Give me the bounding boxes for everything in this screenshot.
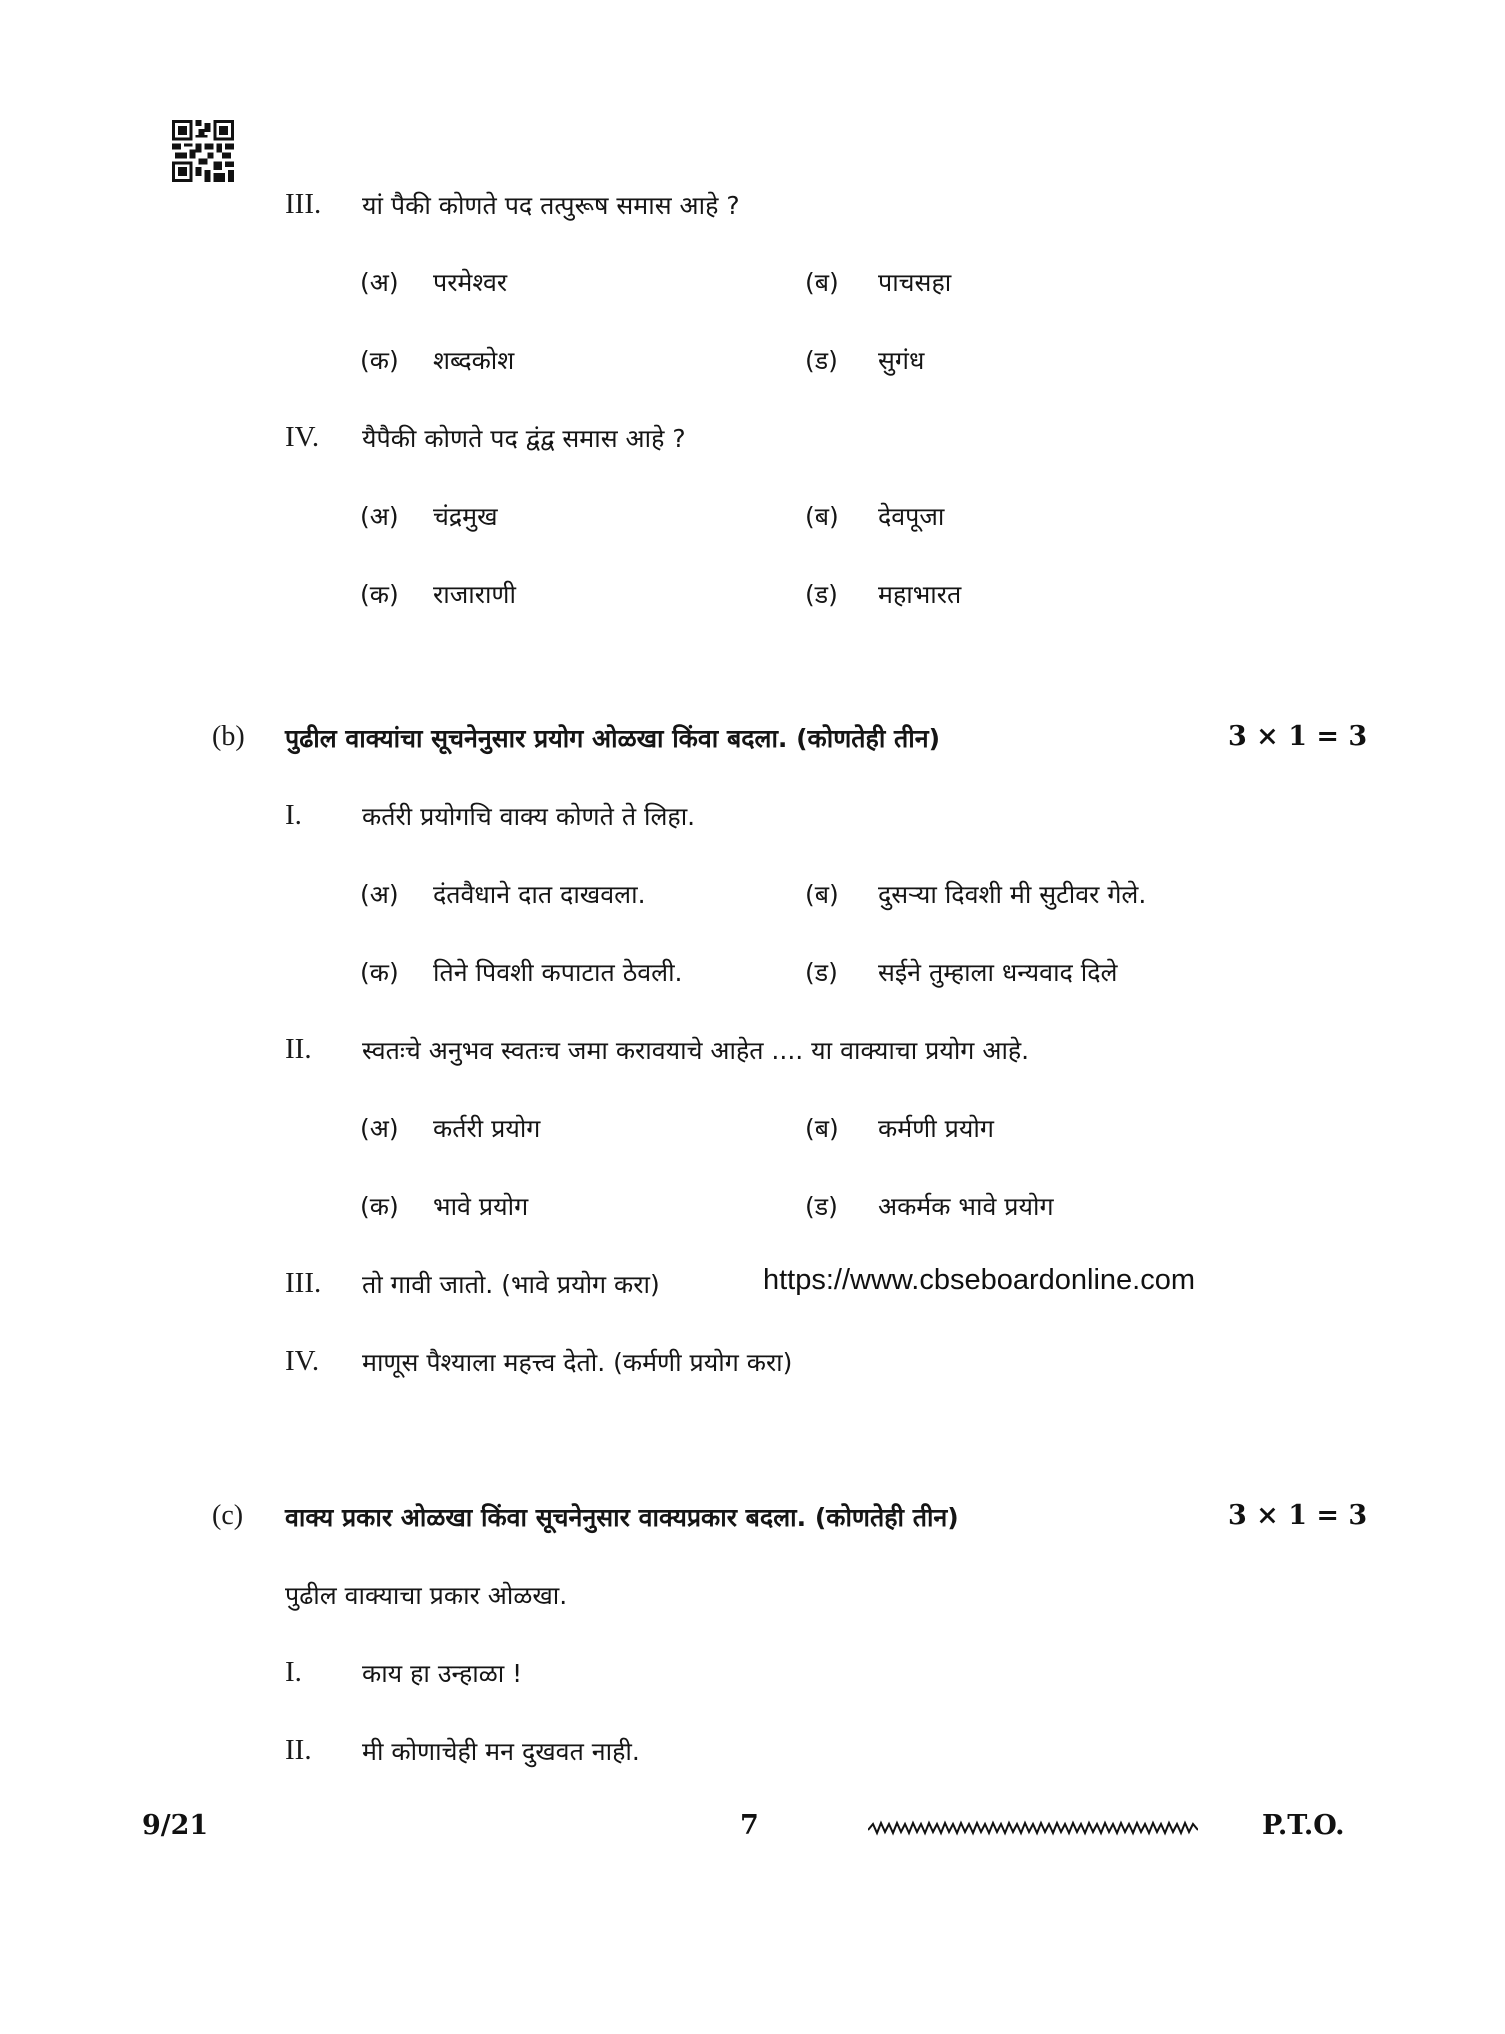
option-label: (क)	[360, 958, 399, 987]
paper-code: 9/21	[142, 1810, 209, 1841]
section-instruction: वाक्य प्रकार ओळखा किंवा सूचनेनुसार वाक्यप्रकार बदला. (कोणतेही तीन)	[285, 1503, 959, 1532]
question-text: माणूस पैश्याला महत्त्व देतो. (कर्मणी प्रयोग करा)	[362, 1348, 793, 1377]
section-marks: 3 × 1 = 3	[1228, 1500, 1368, 1531]
option-text: शब्दकोश	[433, 346, 515, 375]
page-number: 7	[740, 1810, 759, 1841]
option-text: दंतवैधाने दात दाखवला.	[433, 880, 646, 909]
section-label: (c)	[212, 1500, 244, 1531]
option-label: (क)	[360, 346, 399, 375]
option-label: (ड)	[805, 1192, 838, 1221]
option-text: महाभारत	[878, 580, 962, 609]
option-label: (अ)	[360, 880, 399, 909]
question-text: काय हा उन्हाळा !	[362, 1659, 523, 1688]
option-text: पाचसहा	[878, 268, 952, 297]
option-label: (क)	[360, 580, 399, 609]
option-label: (ड)	[805, 346, 838, 375]
option-label: (ड)	[805, 958, 838, 987]
question-text: स्वतःचे अनुभव स्वतःच जमा करावयाचे आहेत .... या वाक्याचा प्रयोग आहे.	[362, 1036, 1030, 1065]
option-label: (अ)	[360, 1114, 399, 1143]
option-label: (क)	[360, 1192, 399, 1221]
question-number: III.	[285, 188, 322, 220]
option-label: (अ)	[360, 502, 399, 531]
option-text: राजाराणी	[433, 580, 516, 609]
option-label: (अ)	[360, 268, 399, 297]
question-number: III.	[285, 1267, 322, 1299]
option-text: दुसऱ्या दिवशी मी सुटीवर गेले.	[878, 880, 1147, 909]
sub-instruction: पुढील वाक्याचा प्रकार ओळखा.	[285, 1581, 568, 1610]
qr-code-icon	[172, 120, 234, 182]
question-text: मी कोणाचेही मन दुखवत नाही.	[362, 1737, 640, 1766]
pto-label: P.T.O.	[1262, 1810, 1345, 1841]
section-instruction: पुढील वाक्यांचा सूचनेनुसार प्रयोग ओळखा किंवा बदला. (कोणतेही तीन)	[285, 724, 941, 753]
option-text: अकर्मक भावे प्रयोग	[878, 1192, 1054, 1221]
option-text: चंद्रमुख	[433, 502, 498, 531]
option-label: (ब)	[805, 880, 839, 909]
section-marks: 3 × 1 = 3	[1228, 721, 1368, 752]
option-text: कर्तरी प्रयोग	[433, 1114, 541, 1143]
question-text: कर्तरी प्रयोगचि वाक्य कोणते ते लिहा.	[362, 802, 696, 831]
option-text: देवपूजा	[878, 502, 945, 531]
option-text: परमेश्वर	[433, 268, 508, 297]
option-label: (ब)	[805, 268, 839, 297]
question-number: II.	[285, 1734, 312, 1766]
option-text: भावे प्रयोग	[433, 1192, 529, 1221]
question-text: यां पैकी कोणते पद तत्पुरूष समास आहे ?	[362, 191, 740, 220]
question-number: II.	[285, 1033, 312, 1065]
option-text: कर्मणी प्रयोग	[878, 1114, 994, 1143]
question-text: यैपैकी कोणते पद द्वंद्व समास आहे ?	[362, 424, 686, 453]
section-label: (b)	[212, 721, 245, 752]
question-number: I.	[285, 1656, 302, 1688]
question-number: IV.	[285, 421, 320, 453]
option-text: सुगंध	[878, 346, 925, 375]
option-label: (ब)	[805, 1114, 839, 1143]
question-text: तो गावी जातो. (भावे प्रयोग करा)	[362, 1270, 660, 1299]
watermark-url-link[interactable]: https://www.cbseboardonline.com	[763, 1264, 1195, 1296]
option-text: सईने तुम्हाला धन्यवाद दिले	[878, 958, 1118, 987]
option-text: तिने पिवशी कपाटात ठेवली.	[433, 958, 683, 987]
option-label: (ड)	[805, 580, 838, 609]
question-number: I.	[285, 799, 302, 831]
question-number: IV.	[285, 1345, 320, 1377]
option-label: (ब)	[805, 502, 839, 531]
wavy-line-icon	[868, 1818, 1198, 1838]
